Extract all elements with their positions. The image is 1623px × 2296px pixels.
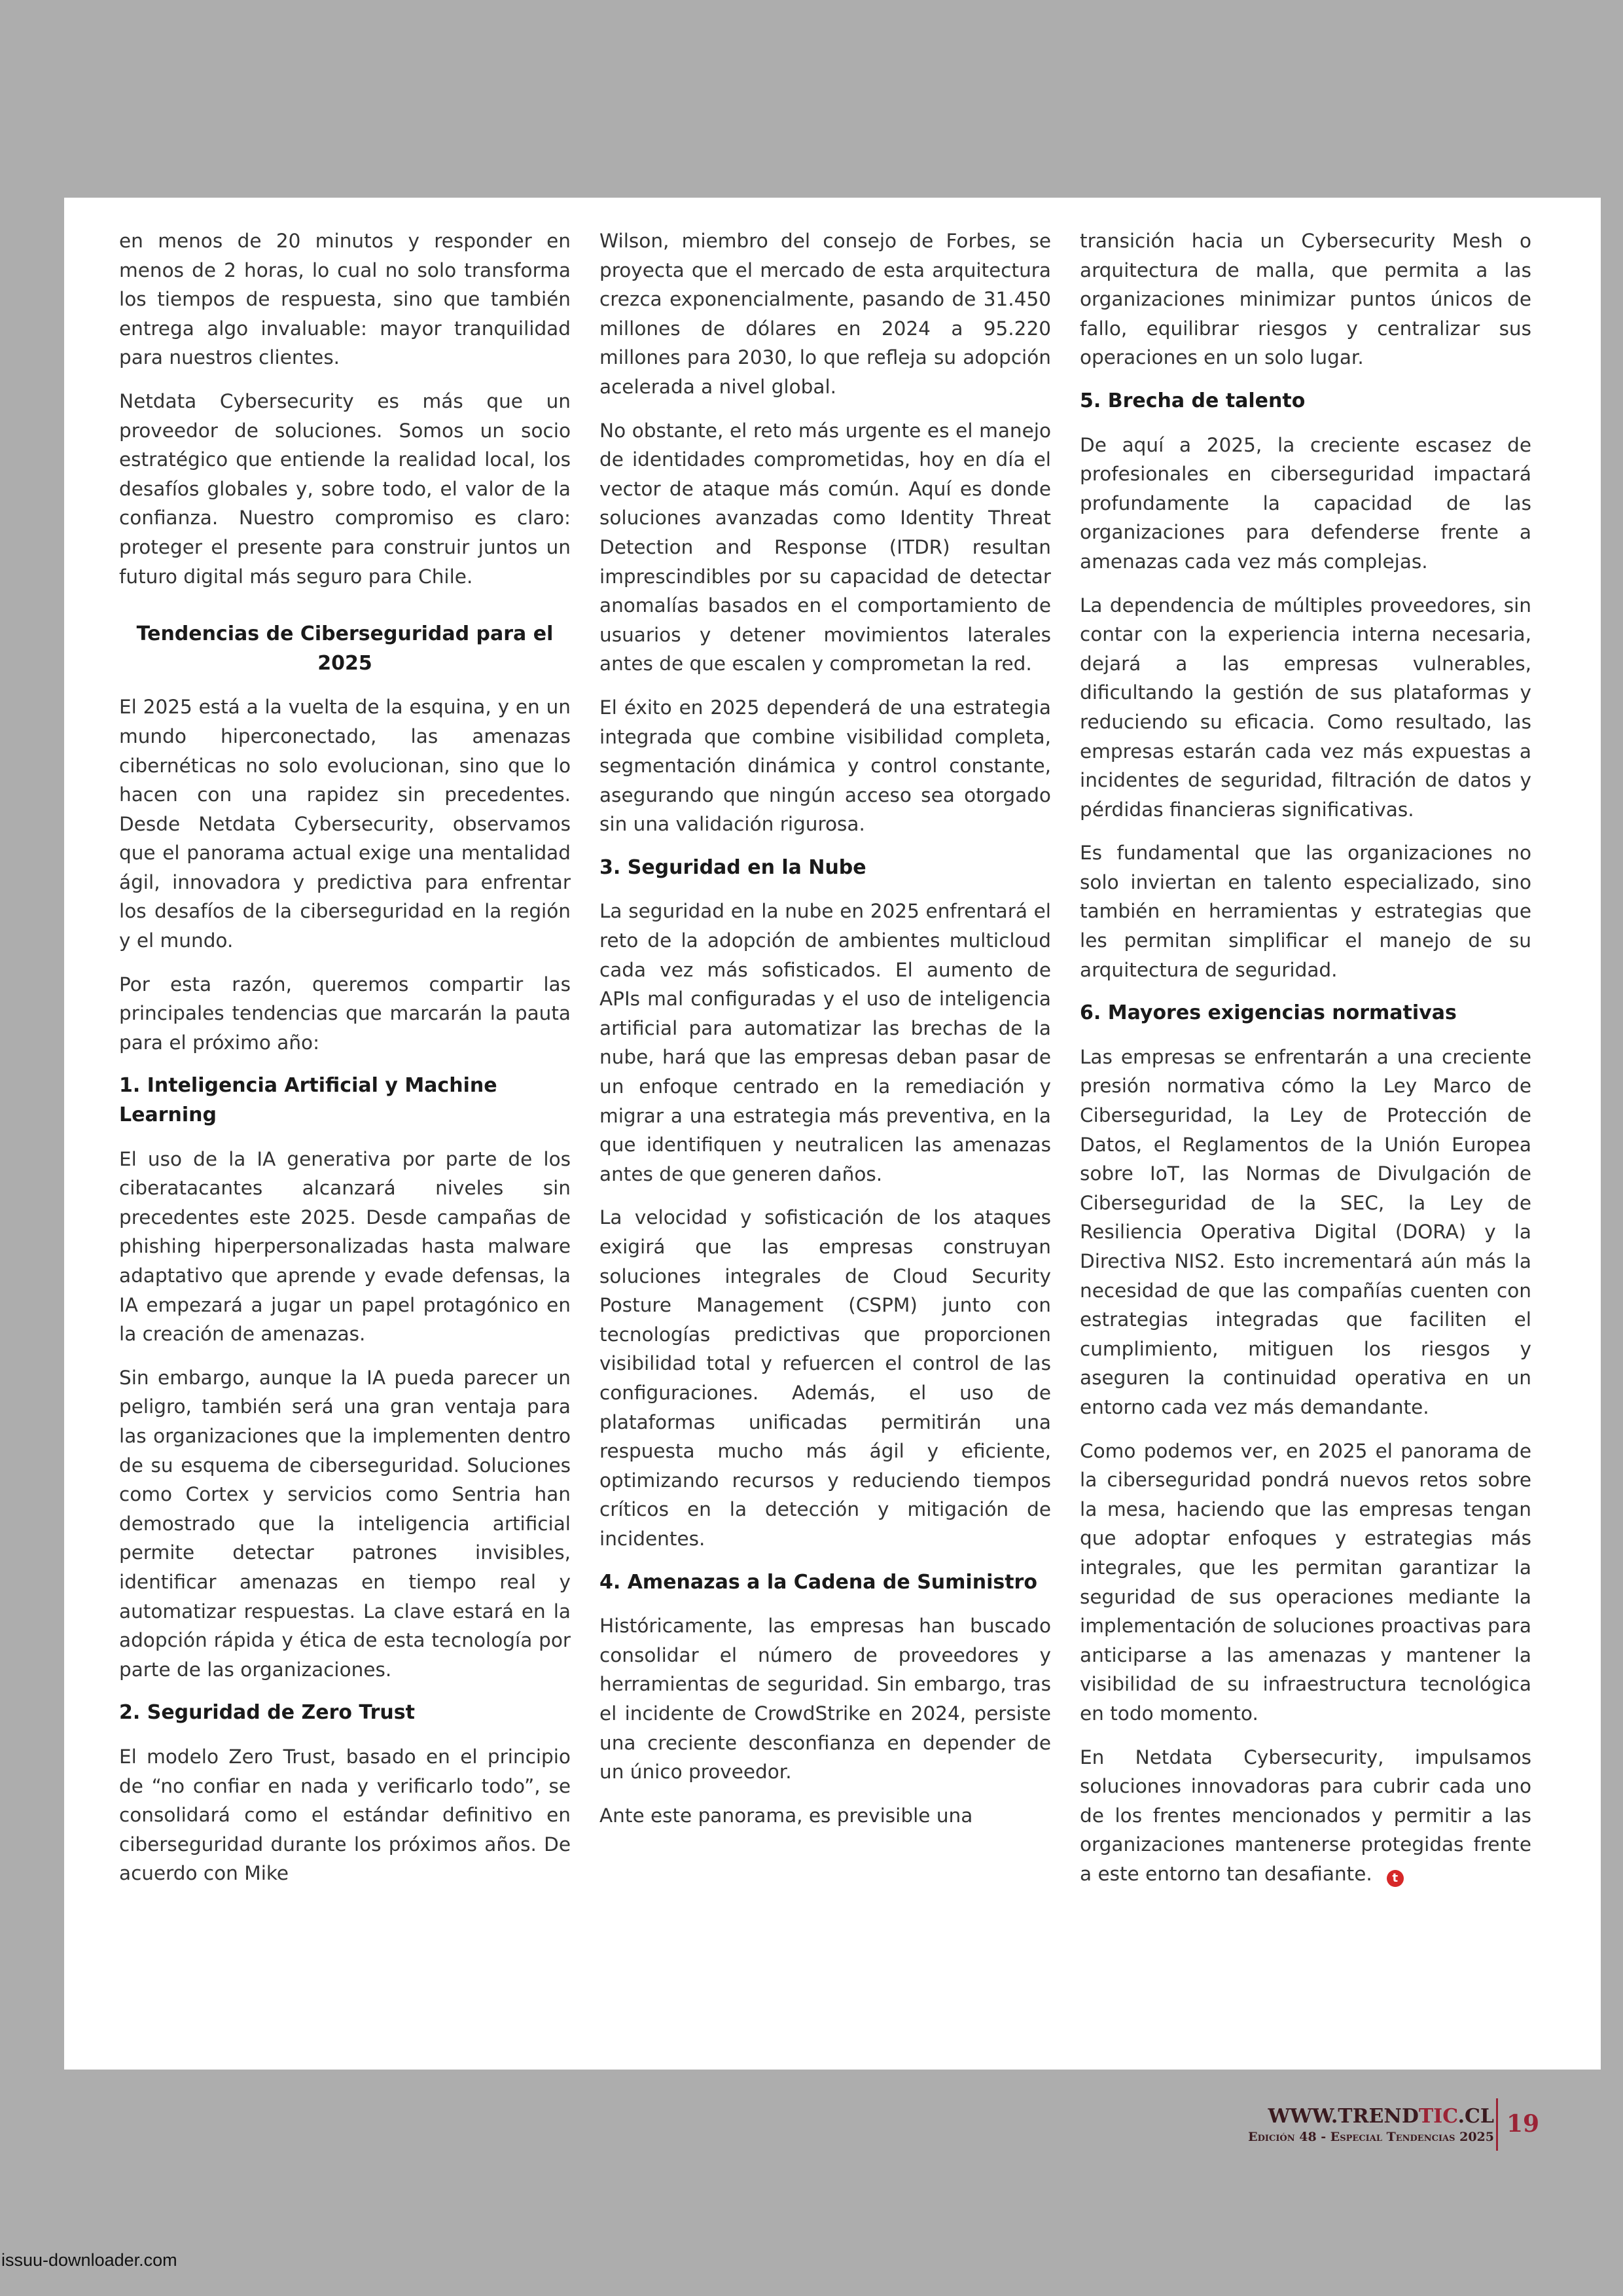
heading-trend-1: 1. Inteligencia Artificial y Machine Learning <box>119 1074 497 1127</box>
footer-divider <box>1496 2098 1498 2151</box>
heading-trend-6: 6. Mayores exigencias normativas <box>1080 1001 1457 1025</box>
paragraph: El uso de la IA generativa por parte de los ciberatacantes alcanzará niveles sin precedentes este 2025. Desde campañas de phishing hiperpersonalizadas hasta malware adaptativo que aprende y evade defensas, la IA empezará a jugar un papel protagónico en la creación de amenazas. <box>119 1147 571 1346</box>
paragraph-text: En Netdata Cybersecurity, impulsamos soluciones innovadoras para cubrir cada uno de los frentes mencionados y permitir a las organizaciones mantenerse protegidas frente a este entorno tan desafiante. <box>1080 1746 1531 1885</box>
paragraph: No obstante, el reto más urgente es el manejo de identidades comprometidas, hoy en día el vector de ataque más común. Aquí es donde soluciones avanzadas como Identity Threat Detection and Response (ITDR) resultan imprescindibles por su capacidad de detectar anomalías basados en el comportamiento de usuarios y detener movimientos laterales antes de que escalen y comprometan la red. <box>599 419 1051 675</box>
footer-site-url <box>1268 2105 1494 2128</box>
heading-trend-2: 2. Seguridad de Zero Trust <box>119 1701 415 1725</box>
watermark-text: issuu-downloader.com <box>1 2250 177 2270</box>
paragraph: Como podemos ver, en 2025 el panorama de la ciberseguridad pondrá nuevos retos sobre la mesa, haciendo que las empresas tengan que adoptar enfoques y estrategias más integrales, que les permitan garantizar la seguridad de sus operaciones mediante la implementación de soluciones proactivas para anticiparse a las amenazas y mantener la visibilidad de su infraestructura tecnológica en todo momento. <box>1080 1439 1531 1725</box>
site-prefix: WWW.TREND <box>1268 2105 1419 2128</box>
column-3 <box>1080 226 1531 1903</box>
paragraph: Por esta razón, queremos compartir las principales tendencias que marcarán la pauta para el próximo año: <box>119 973 571 1054</box>
paragraph: Es fundamental que las organizaciones no solo inviertan en talento especializado, sino también en herramientas y estrategias que les permitan simplificar el manejo de su arquitectura de seguridad. <box>1080 842 1531 981</box>
paragraph: Sin embargo, aunque la IA pueda parecer un peligro, también será una gran ventaja para las organizaciones que la implementen dentro de su esquema de ciberseguridad. Soluciones como Cortex y servicios como Sentria han demostrado que la inteligencia artificial permite detectar patrones invisibles, identificar amenazas en tiempo real y automatizar respuestas. La clave estará en la adopción rápida y ética de esta tecnología por parte de las organizaciones. <box>119 1366 571 1681</box>
paragraph: La seguridad en la nube en 2025 enfrentará el reto de la adopción de ambientes multicloud cada vez más sofisticados. El aumento de APIs mal configuradas y el uso de inteligencia artificial para automatizar las brechas de la nube, hará que las empresas deban pasar de un enfoque centrado en la remediación y migrar a una estrategia más preventiva, en la que identifiquen y neutralicen las amenazas antes de que generen daños. <box>599 900 1051 1185</box>
end-of-article-icon: t <box>1387 1870 1404 1887</box>
paragraph: Las empresas se enfrentarán a una creciente presión normativa cómo la Ley Marco de Ciberseguridad, la Ley de Protección de Datos, el Reglamentos de la Unión Europea sobre IoT, las Normas de Divulgación de Ciberseguridad de la SEC, la Ley de Resiliencia Operativa Digital (DORA) y la Directiva NIS2. Esto incrementará aún más la necesidad de que las compañías cuenten con estrategias integradas que faciliten el cumplimiento, mitiguen los riesgos y aseguren la continuidad operativa en un entorno cada vez más demandante. <box>1080 1045 1531 1418</box>
column-1 <box>119 226 571 1903</box>
heading-trend-4: 4. Amenazas a la Cadena de Suministro <box>599 1570 1037 1594</box>
paragraph: De aquí a 2025, la creciente escasez de profesionales en ciberseguridad impactará profundamente la capacidad de las organizaciones para defenderse frente a amenazas cada vez más complejas. <box>1080 433 1531 573</box>
heading-trend-5: 5. Brecha de talento <box>1080 389 1306 412</box>
paragraph: El éxito en 2025 dependerá de una estrategia integrada que combine visibilidad completa, segmentación dinámica y control constante, asegurando que ningún acceso sea otorgado sin una validación rigurosa. <box>599 696 1051 836</box>
section-heading-tendencias: Tendencias de Ciberseguridad para el 2025 <box>136 622 554 675</box>
heading-trend-3: 3. Seguridad en la Nube <box>599 855 866 879</box>
paragraph: Históricamente, las empresas han buscado consolidar el número de proveedores y herramientas de seguridad. Sin embargo, tras el incidente de CrowdStrike en 2024, persiste una creciente desconfianza en depender de un único proveedor. <box>599 1615 1051 1784</box>
paragraph: El 2025 está a la vuelta de la esquina, y en un mundo hiperconectado, las amenazas cibernéticas no solo evolucionan, sino que lo hacen con una rapidez sin precedentes. Desde Netdata Cybersecurity, observamos que el panorama actual exige una mentalidad ágil, innovadora y predictiva para enfrentar los desafíos de la ciberseguridad en la región y el mundo. <box>119 696 571 952</box>
paragraph: El modelo Zero Trust, basado en el principio de “no confiar en nada y verificarlo todo”, se consolidará como el estándar definitivo en ciberseguridad durante los próximos años. De acuerdo con Mike <box>119 1745 571 1885</box>
column-2 <box>599 226 1051 1844</box>
paragraph: La velocidad y sofisticación de los ataques exigirá que las empresas construyan soluciones integrales de Cloud Security Posture Management (CSPM) junto con tecnologías predictivas que proporcionen visibilidad total y refuercen el control de las configuraciones. Además, el uso de plataformas unificadas permitirán una respuesta mucho más ágil y eficiente, optimizando recursos y reduciendo tiempos críticos en la detección y mitigación de incidentes. <box>599 1206 1051 1550</box>
site-suffix: .CL <box>1457 2105 1494 2128</box>
page-number: 19 <box>1507 2110 1540 2138</box>
footer-edition: Edición 48 - Especial Tendencias 2025 <box>1248 2130 1494 2144</box>
paragraph: en menos de 20 minutos y responder en menos de 2 horas, lo cual no solo transforma los tiempos de respuesta, sino que también entrega algo invaluable: mayor tranquilidad para nuestros clientes. <box>119 230 571 369</box>
magazine-page <box>64 198 1601 2070</box>
paragraph-final <box>1080 1743 1531 1889</box>
paragraph: Wilson, miembro del consejo de Forbes, se proyecta que el mercado de esta arquitectura crezca exponencialmente, pasando de 31.450 millones de dólares en 2024 a 95.220 millones para 2030, lo que refleja su adopción acelerada a nivel global. <box>599 230 1051 398</box>
paragraph: La dependencia de múltiples proveedores, sin contar con la experiencia interna necesaria, dejará a las empresas vulnerables, dificultando la gestión de sus plataformas y reduciendo su eficacia. Como resultado, las empresas estarán cada vez más expuestas a incidentes de seguridad, filtración de datos y pérdidas financieras significativas. <box>1080 594 1531 821</box>
site-accent: TIC <box>1418 2105 1458 2128</box>
paragraph: transición hacia un Cybersecurity Mesh o arquitectura de malla, que permita a las organizaciones minimizar puntos únicos de fallo, equilibrar riesgos y centralizar sus operaciones en un solo lugar. <box>1080 230 1531 369</box>
paragraph: Ante este panorama, es previsible una <box>599 1804 973 1827</box>
paragraph: Netdata Cybersecurity es más que un proveedor de soluciones. Somos un socio estratégico que entiende la realidad local, los desafíos globales y, sobre todo, el valor de la confianza. Nuestro compromiso es claro: proteger el presente para construir juntos un futuro digital más seguro para Chile. <box>119 389 571 588</box>
